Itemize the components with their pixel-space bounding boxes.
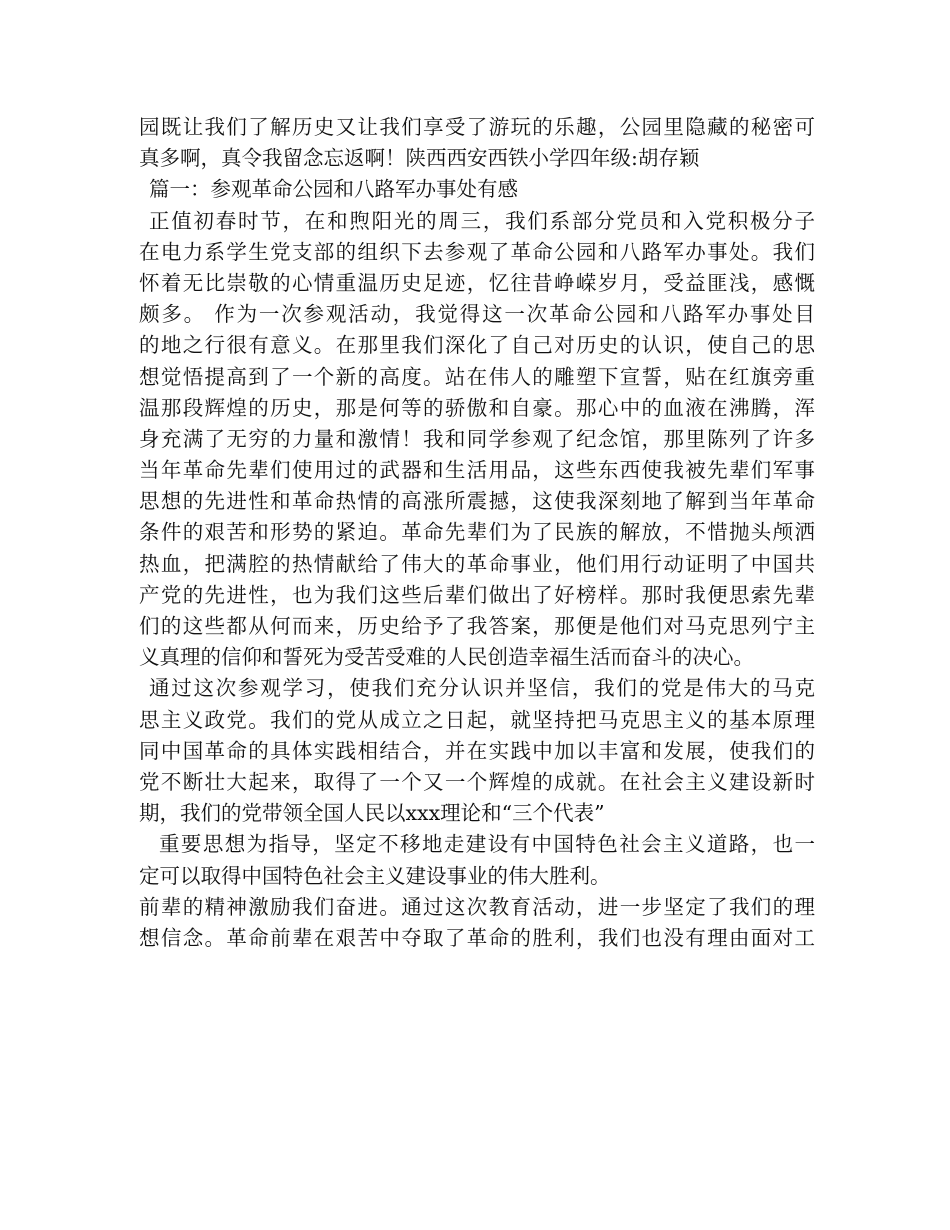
text-line: 义真理的信仰和誓死为受苦受难的人民创造幸福生活而奋斗的决心。 <box>139 645 754 670</box>
text-line: 期，我们的党带领全国人民以xxx理论和“三个代表” <box>139 801 605 826</box>
text-line: 温那段辉煌的历史，那是何等的骄傲和自豪。那心中的血液在沸腾，浑 <box>139 395 815 420</box>
text-line: 通过这次参观学习，使我们充分认识并坚信，我们的党是伟大的马克 <box>149 676 815 701</box>
body-text <box>139 112 815 954</box>
text-line: 在电力系学生党支部的组织下去参观了革命公园和八路军办事处。我们 <box>139 239 815 264</box>
text-line: 真多啊，真令我留念忘返啊！陕西西安西铁小学四年级:胡存颖 <box>139 146 700 171</box>
text-line: 想觉悟提高到了一个新的高度。站在伟人的雕塑下宣誓，贴在红旗旁重 <box>139 364 815 389</box>
text-line: 思主义政党。我们的党从成立之日起，就坚持把马克思主义的基本原理 <box>139 707 815 732</box>
text-line: 产党的先进性，也为我们这些后辈们做出了好榜样。那时我便思索先辈 <box>139 582 815 607</box>
text-line: 身充满了无穷的力量和激情！我和同学参观了纪念馆，那里陈列了许多 <box>139 426 815 451</box>
text-line: 园既让我们了解历史又让我们享受了游玩的乐趣，公园里隐藏的秘密可 <box>139 115 815 139</box>
text-line: 想信念。革命前辈在艰苦中夺取了革命的胜利，我们也没有理由面对工 <box>139 925 815 950</box>
text-line: 的地之行很有意义。在那里我们深化了自己对历史的认识，使自己的思 <box>139 333 815 358</box>
text-line: 党不断壮大起来，取得了一个又一个辉煌的成就。在社会主义建设新时 <box>139 769 815 794</box>
text-line: 热血，把满腔的热情献给了伟大的革命事业，他们用行动证明了中国共 <box>139 551 815 576</box>
text-line: 重要思想为指导，坚定不移地走建设有中国特色社会主义道路，也一 <box>159 832 815 857</box>
text-line: 条件的艰苦和形势的紧迫。革命先辈们为了民族的解放，不惜抛头颅洒 <box>139 520 815 545</box>
text-line: 定可以取得中国特色社会主义建设事业的伟大胜利。 <box>139 863 611 888</box>
text-line: 颇多。 作为一次参观活动，我觉得这一次革命公园和八路军办事处目 <box>139 302 815 327</box>
text-line: 们的这些都从何而来，历史给予了我答案，那便是他们对马克思列宁主 <box>139 614 815 638</box>
section-heading: 篇一：参观革命公园和八路军办事处有感 <box>149 177 518 202</box>
text-line: 同中国革命的具体实践相结合，并在实践中加以丰富和发展，使我们的 <box>139 738 815 763</box>
text-line: 前辈的精神激励我们奋进。通过这次教育活动，进一步坚定了我们的理 <box>139 894 815 919</box>
text-line: 当年革命先辈们使用过的武器和生活用品，这些东西使我被先辈们军事 <box>139 458 815 483</box>
text-line: 正值初春时节，在和煦阳光的周三，我们系部分党员和入党积极分子 <box>149 208 815 233</box>
text-line: 怀着无比崇敬的心情重温历史足迹，忆往昔峥嵘岁月，受益匪浅，感慨 <box>139 270 815 295</box>
text-line: 思想的先进性和革命热情的高涨所震撼，这使我深刻地了解到当年革命 <box>139 489 815 514</box>
